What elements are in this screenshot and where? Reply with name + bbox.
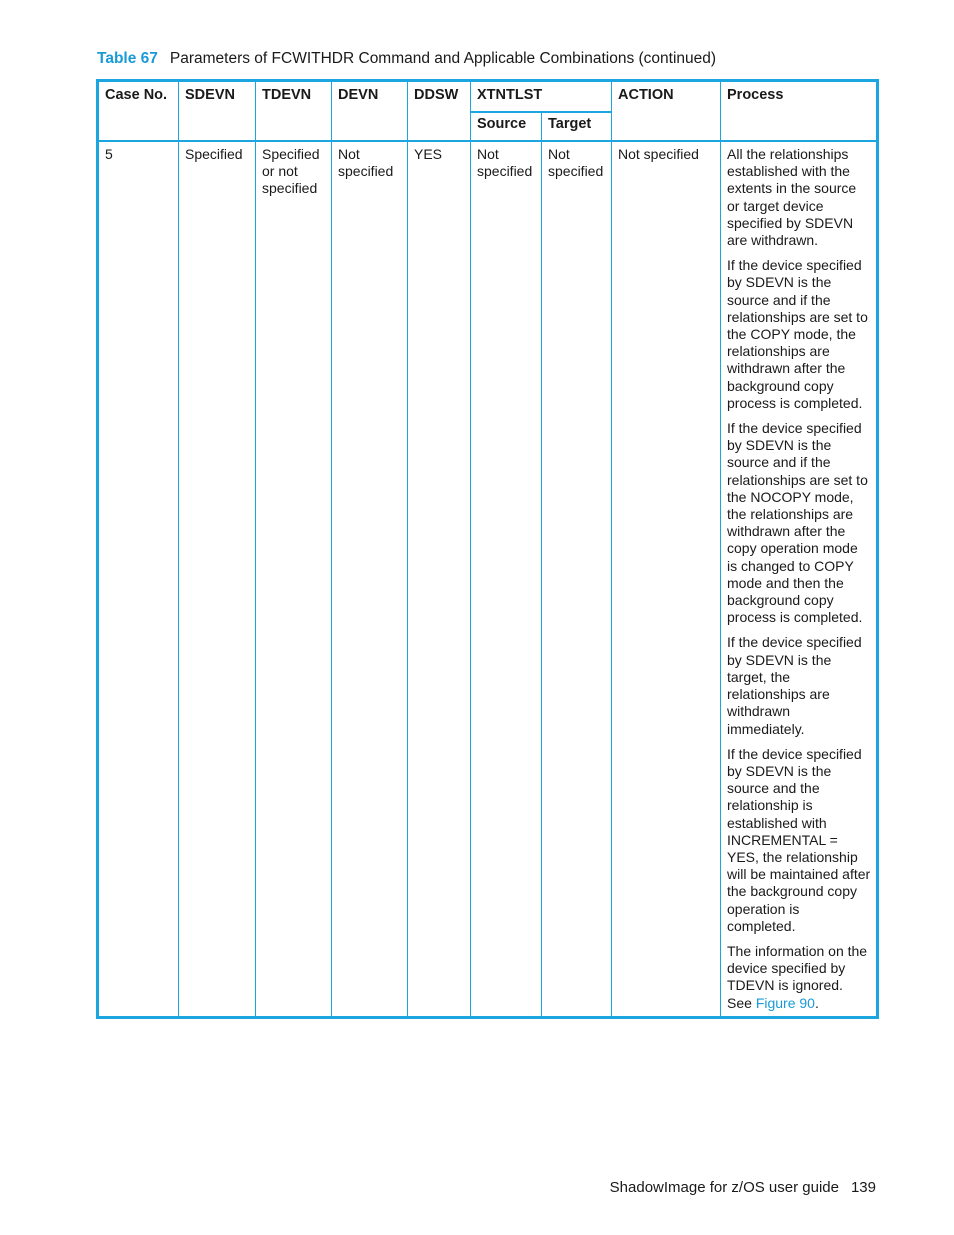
process-paragraph: If the device specified by SDEVN is the target, the relationships are withdrawn immediately. [727,634,862,737]
cell-ddsw: YES [408,141,471,1017]
figure-90-link[interactable]: Figure 90 [755,994,815,1011]
cell-process [721,141,878,1017]
cell-case-no: 5 [98,141,179,1017]
header-xtntlst-source: Source [471,112,542,141]
cell-tdevn: Specified or not specified [256,141,332,1017]
table-title: Parameters of FCWITHDR Command and Applicable Combinations (continued) [169,50,717,67]
header-xtntlst: XTNTLST [471,81,612,113]
header-xtntlst-target: Target [542,112,612,141]
table-caption [97,50,716,68]
header-case-no: Case No. [98,81,179,142]
header-ddsw: DDSW [408,81,471,142]
cell-sdevn: Specified [179,141,256,1017]
header-action: ACTION [612,81,721,142]
header-process: Process [721,81,878,142]
cell-devn: Not specified [332,141,408,1017]
process-paragraph: If the device specified by SDEVN is the source and if the relationships are set to the COPY mode, the relationships are withdrawn after the background copy process is completed. [727,257,868,411]
cell-xtntlst-source: Not specified [471,141,542,1017]
parameters-table [96,79,879,1019]
process-paragraph: If the device specified by SDEVN is the source and the relationship is established with INCREMENTAL = YES, the relationship will be maintained after the background copy operation is completed. [727,745,871,934]
table-row [98,141,878,1017]
header-tdevn: TDEVN [256,81,332,142]
footer-doc-title: ShadowImage for z/OS user guide [609,1179,839,1196]
process-paragraph-last [727,943,871,1012]
page-footer [610,1179,876,1196]
cell-action: Not specified [612,141,721,1017]
process-paragraph: All the relationships established with the extents in the source or target device specified by SDEVN are withdrawn. [727,146,857,249]
header-sdevn: SDEVN [179,81,256,142]
table-number: Table 67 [97,50,158,67]
header-devn: DEVN [332,81,408,142]
process-last-end: . [814,994,819,1011]
cell-xtntlst-target: Not specified [542,141,612,1017]
process-paragraph: If the device specified by SDEVN is the source and if the relationships are set to the NOCOPY mode, the relationships are withdrawn after the copy operation mode is changed to COPY mode and then the background copy process is completed. [727,420,868,626]
page-number: 139 [850,1179,876,1196]
process-last-text: The information on the device specified by TDEVN is ignored. See [727,942,868,1011]
